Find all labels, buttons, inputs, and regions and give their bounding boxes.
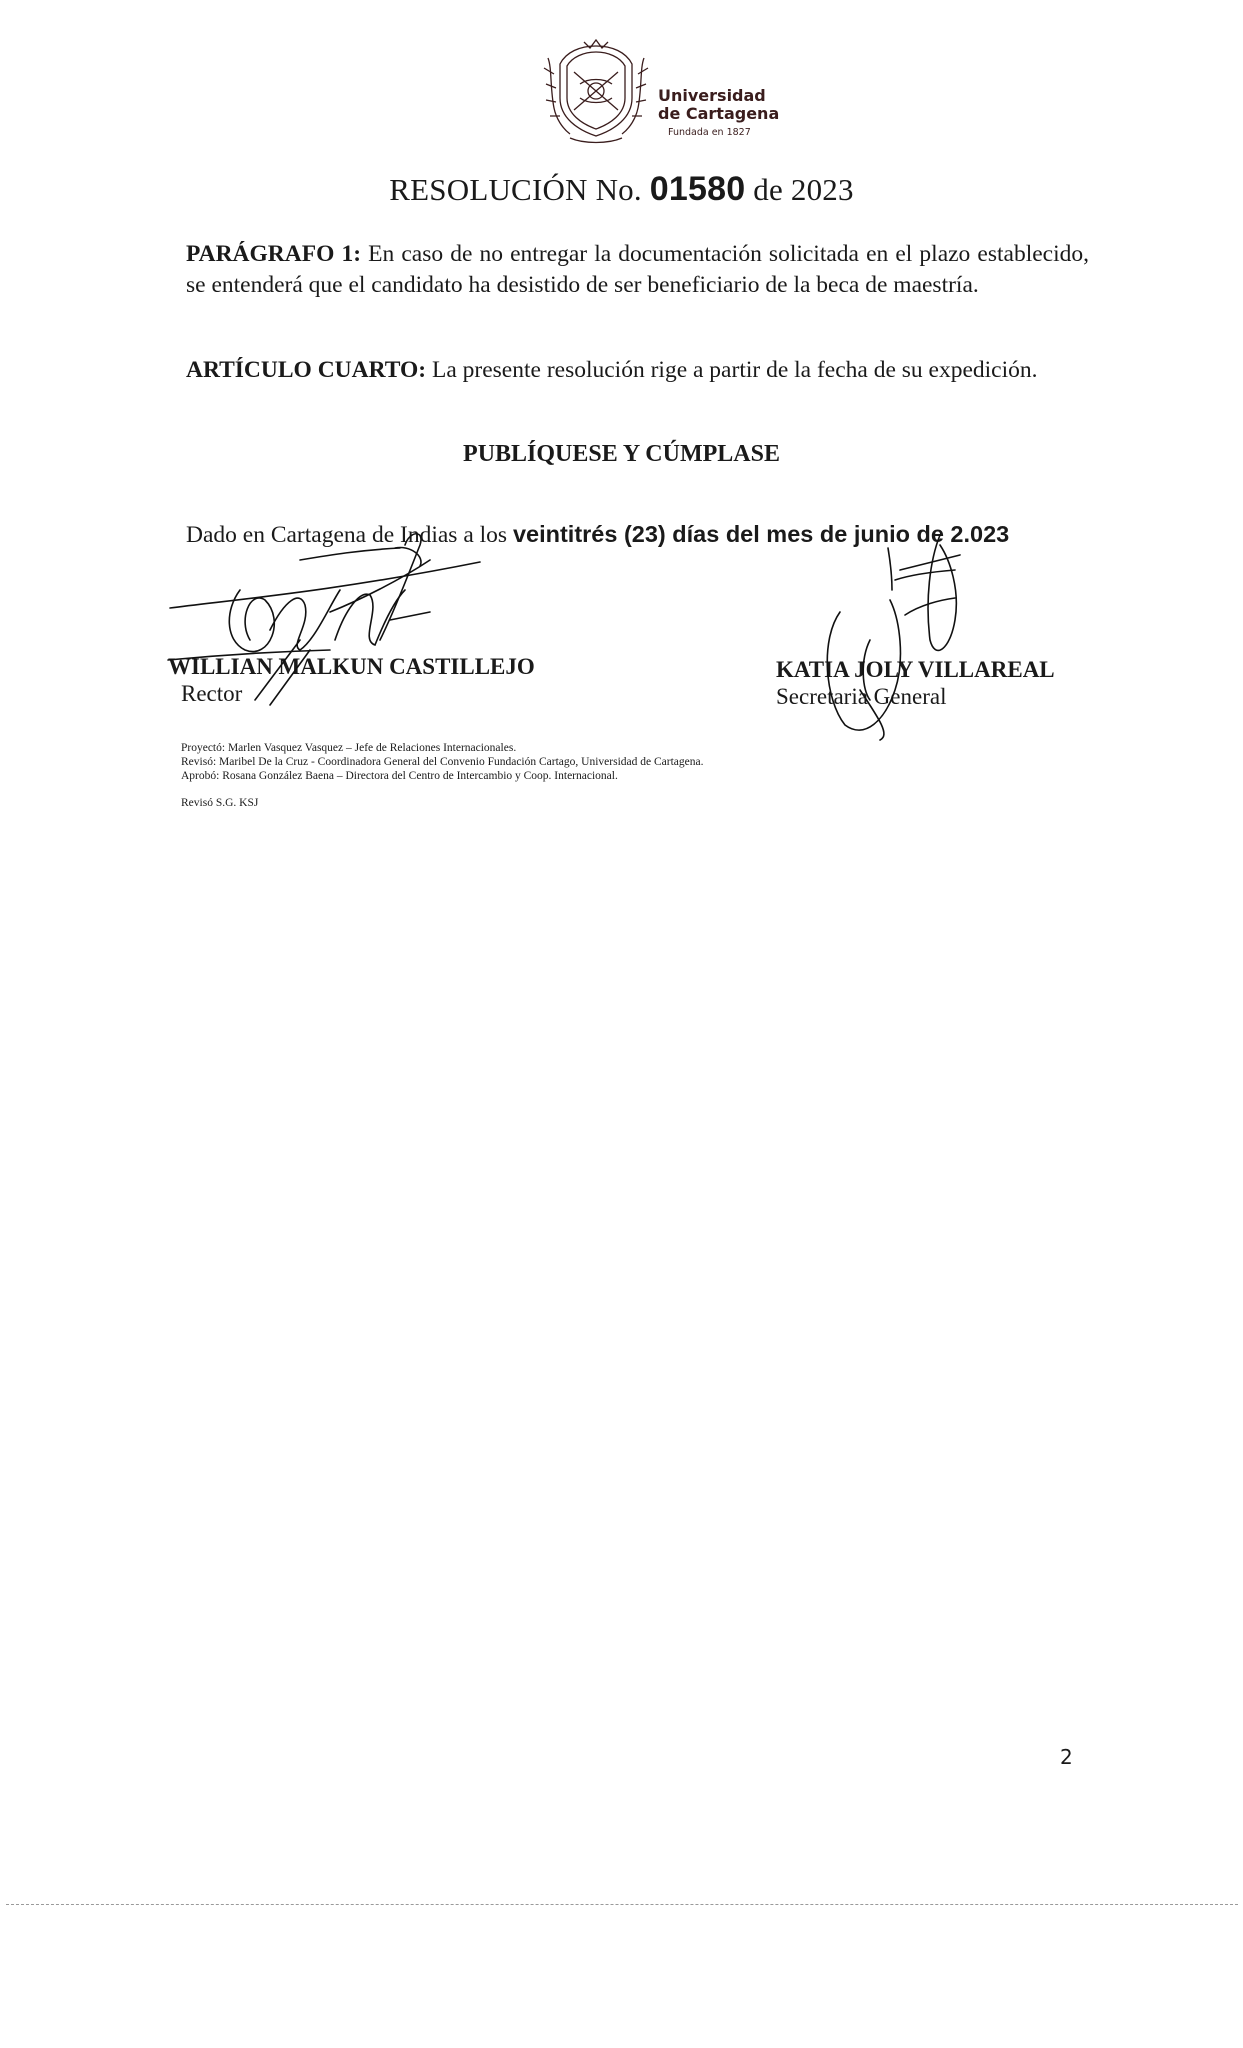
publiquese-heading: PUBLÍQUESE Y CÚMPLASE [463,441,780,467]
paragrafo-label: PARÁGRAFO 1: [186,241,362,267]
paragrafo-text: En caso de no entregar la documentación solicitada en el plazo establecido, se entenderá que el candidato ha desistido de ser beneficiario de la beca de maestría. [186,241,1089,298]
page-number: 2 [1060,1745,1073,1769]
founded-label: Fundada en 1827 [668,127,751,138]
resolution-suffix: de 2023 [753,172,854,207]
university-name-line2: de Cartagena [658,104,780,123]
dado-date: veintitrés (23) días del mes de junio de 2.023 [512,521,1010,547]
dado-prefix: Dado en Cartagena de Indias a los [186,522,508,548]
credits-block [181,741,703,783]
credit-proyecto: Proyectó: Marlen Vasquez Vasquez – Jefe de Relaciones Internacionales. [181,742,517,754]
university-name [658,87,779,123]
credit-aprobo: Aprobó: Rosana González Baena – Directora del Centro de Intercambio y Coop. Internacional. [181,770,618,782]
resolution-prefix: RESOLUCIÓN No. [389,172,642,207]
resolution-number: 01580 [649,170,746,208]
articulo-label: ARTÍCULO CUARTO: [186,357,427,383]
dado-line [186,521,1009,549]
university-crest-icon [540,38,652,146]
paragrafo-paragraph [186,239,1089,301]
articulo-paragraph [186,355,1089,386]
articulo-text: La presente resolución rige a partir de la fecha de su expedición. [432,357,1038,383]
scan-artifact-line [6,1904,1238,1906]
resolution-title [0,170,1243,209]
signer-rector-role: Rector [181,681,243,706]
university-name-line1: Universidad [658,86,766,105]
university-logo [540,38,780,148]
signer-secretary-role: Secretaria General [776,684,947,709]
credit-reviso: Revisó: Maribel De la Cruz - Coordinadora General del Convenio Fundación Cartago, Universidad de Cartagena. [181,756,704,768]
signer-rector-name: WILLIAN MALKUN CASTILLEJO [168,654,535,679]
credit-revisado-sg: Revisó S.G. KSJ [181,797,259,809]
signer-secretary-name: KATIA JOLY VILLAREAL [776,657,1055,682]
